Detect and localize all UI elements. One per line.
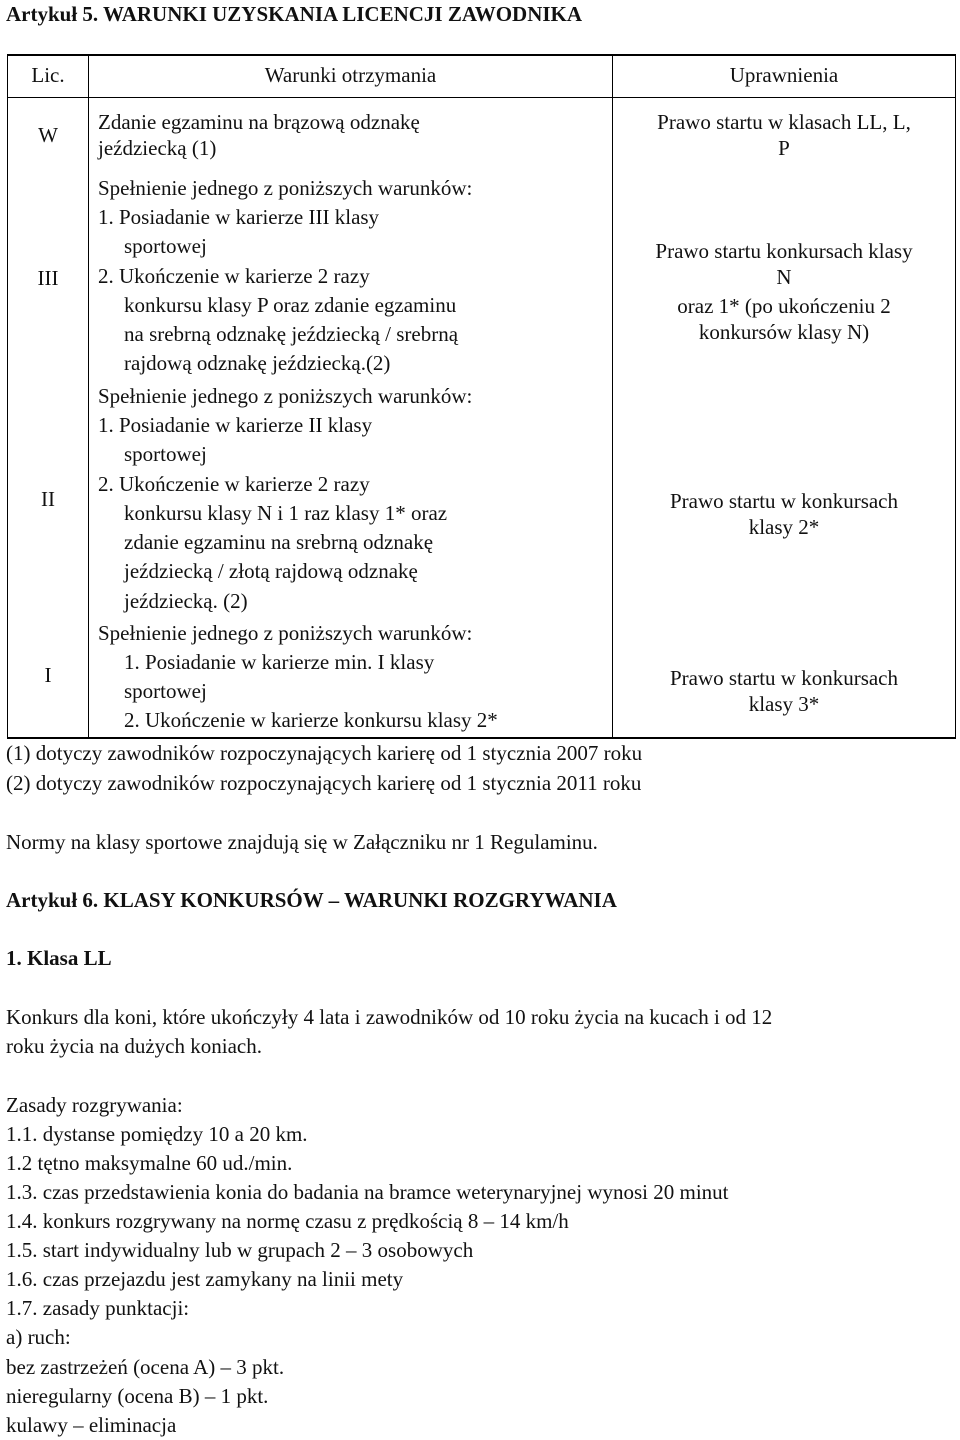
row-iii-lic: III [37, 266, 59, 290]
table-border-right [955, 54, 956, 739]
table-header-divider [7, 97, 956, 98]
row-ii-condition-line: sportowej [124, 442, 207, 466]
row-iii-rights-line: Prawo startu konkursach klasy [655, 239, 913, 263]
row-iii-condition-line: sportowej [124, 234, 207, 258]
table-border-top [7, 54, 956, 56]
row-ii-condition-line: Spełnienie jednego z poniższych warunków: [98, 384, 473, 408]
footnote-1: (1) dotyczy zawodników rozpoczynających karierę od 1 stycznia 2007 roku [6, 741, 643, 765]
norms-note: Normy na klasy sportowe znajdują się w Załączniku nr 1 Regulaminu. [6, 830, 598, 854]
rule-item: kulawy – eliminacja [6, 1413, 177, 1437]
row-iii-condition-line: na srebrną odznakę jeździecką / srebrną [124, 322, 459, 346]
row-iii-condition-line: 1. Posiadanie w karierze III klasy [98, 205, 380, 229]
row-iii-rights-line: konkursów klasy N) [698, 320, 870, 344]
row-ii-condition-line: jeździecką. (2) [124, 589, 248, 613]
row-w-rights-line: Prawo startu w klasach LL, L, [657, 110, 911, 134]
row-ii-rights-line: klasy 2* [748, 515, 820, 539]
row-iii-condition-line: rajdową odznakę jeździecką.(2) [124, 351, 391, 375]
header-rights: Uprawnienia [729, 63, 839, 87]
row-iii-condition-line: Spełnienie jednego z poniższych warunków: [98, 176, 473, 200]
header-lic: Lic. [31, 63, 65, 87]
row-ii-condition-line: 2. Ukończenie w karierze 2 razy [98, 472, 370, 496]
rules-title: Zasady rozgrywania: [6, 1093, 183, 1117]
row-i-rights-line: klasy 3* [748, 692, 820, 716]
row-ii-condition-line: konkursu klasy N i 1 raz klasy 1* oraz [124, 501, 448, 525]
row-w-condition-line: Zdanie egzaminu na brązową odznakę [98, 110, 420, 134]
row-w-lic: W [38, 123, 58, 147]
rule-item: 1.5. start indywidualny lub w grupach 2 – 3 osobowych [6, 1238, 474, 1262]
row-ii-condition-line: jeździecką / złotą rajdową odznakę [124, 559, 418, 583]
row-ii-lic: II [41, 487, 55, 511]
row-ii-condition-line: zdanie egzaminu na srebrną odznakę [124, 530, 434, 554]
rule-item: 1.4. konkurs rozgrywany na normę czasu z prędkością 8 – 14 km/h [6, 1209, 569, 1233]
footnote-2: (2) dotyczy zawodników rozpoczynających karierę od 1 stycznia 2011 roku [6, 771, 642, 795]
rule-item: bez zastrzeżeń (ocena A) – 3 pkt. [6, 1355, 285, 1379]
rule-item: 1.6. czas przejazdu jest zamykany na linii mety [6, 1267, 404, 1291]
article6-intro-line: Konkurs dla koni, które ukończyły 4 lata i zawodników od 10 roku życia na kucach i od 12 [6, 1005, 773, 1029]
rule-item: 1.2 tętno maksymalne 60 ud./min. [6, 1151, 293, 1175]
row-iii-condition-line: 2. Ukończenie w karierze 2 razy [98, 264, 370, 288]
article6-subheading: 1. Klasa LL [6, 946, 112, 970]
row-i-lic: I [44, 663, 52, 687]
table-col-divider-1 [88, 54, 89, 739]
row-i-condition-line: 1. Posiadanie w karierze min. I klasy [124, 650, 435, 674]
article6-heading: Artykuł 6. KLASY KONKURSÓW – WARUNKI ROZGRYWANIA [6, 888, 617, 912]
rule-item: 1.3. czas przedstawienia konia do badania na bramce weterynaryjnej wynosi 20 minut [6, 1180, 729, 1204]
row-i-condition-line: 2. Ukończenie w karierze konkursu klasy 2* [124, 708, 498, 732]
row-iii-rights-line: oraz 1* (po ukończeniu 2 [677, 294, 891, 318]
row-ii-condition-line: 1. Posiadanie w karierze II klasy [98, 413, 373, 437]
row-iii-rights-line: N [776, 265, 792, 289]
row-i-condition-line: Spełnienie jednego z poniższych warunków: [98, 621, 473, 645]
rule-item: nieregularny (ocena B) – 1 pkt. [6, 1384, 269, 1408]
row-w-condition-line: jeździecką (1) [98, 136, 217, 160]
row-ii-rights-line: Prawo startu w konkursach [669, 489, 899, 513]
article5-heading: Artykuł 5. WARUNKI UZYSKANIA LICENCJI ZAWODNIKA [6, 2, 583, 26]
table-border-left [7, 54, 8, 739]
rule-item: 1.1. dystanse pomiędzy 10 a 20 km. [6, 1122, 308, 1146]
row-i-condition-line: sportowej [124, 679, 207, 703]
row-i-rights-line: Prawo startu w konkursach [669, 666, 899, 690]
rule-item: a) ruch: [6, 1325, 71, 1349]
row-w-rights-line: P [778, 136, 790, 160]
header-conditions: Warunki otrzymania [264, 63, 437, 87]
rule-item: 1.7. zasady punktacji: [6, 1296, 190, 1320]
row-iii-condition-line: konkursu klasy P oraz zdanie egzaminu [124, 293, 457, 317]
article6-intro-line: roku życia na dużych koniach. [6, 1034, 262, 1058]
